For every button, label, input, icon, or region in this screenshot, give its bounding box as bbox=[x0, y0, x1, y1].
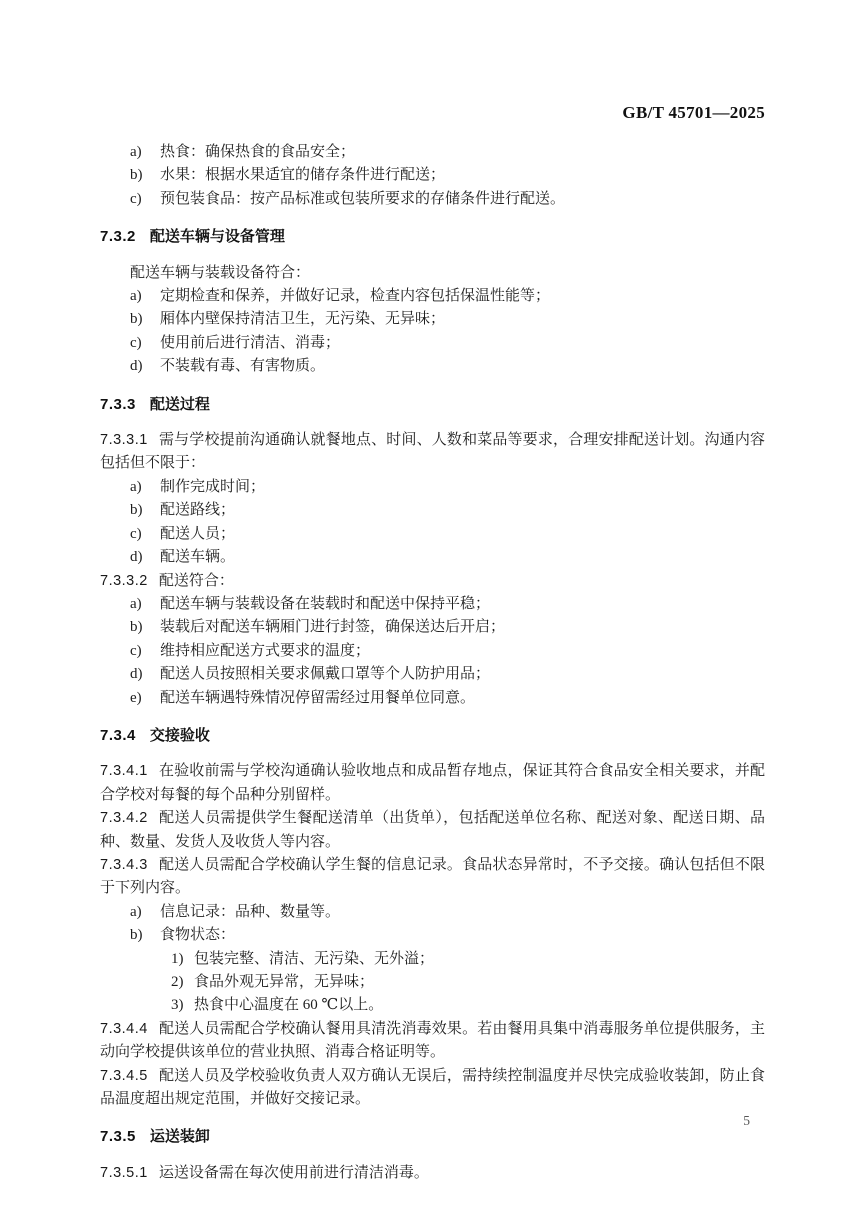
list-item-text: 热食中心温度在 60 ℃以上。 bbox=[194, 997, 384, 1014]
list-item-marker: c) bbox=[130, 525, 142, 542]
list-item-marker: 2) bbox=[171, 974, 184, 990]
list-item-text: 不装载有毒、有害物质。 bbox=[160, 358, 326, 375]
list-item-marker: a) bbox=[130, 903, 142, 920]
section-title: 交接验收 bbox=[149, 726, 210, 744]
list-item-text: 热食：确保热食的食品安全； bbox=[160, 144, 356, 160]
list-item bbox=[100, 523, 765, 546]
list-item bbox=[100, 687, 765, 710]
clause-number: 7.3.4.1 bbox=[100, 763, 148, 780]
list-item-text: 信息记录：品种、数量等。 bbox=[160, 903, 341, 920]
clause-text: 配送人员需配合学校确认学生餐的信息记录。食品状态异常时，不予交接。确认包括但不限于下列内容。 bbox=[100, 856, 765, 897]
clause-number: 7.3.3.2 bbox=[100, 572, 148, 589]
section-number: 7.3.4 bbox=[100, 726, 136, 744]
clause-number: 7.3.4.5 bbox=[100, 1067, 148, 1084]
list-item-text: 食品外观无异常，无异味； bbox=[194, 974, 375, 990]
list-item bbox=[100, 499, 765, 522]
clause-text: 配送人员及学校验收负责人双方确认无误后，需持续控制温度并尽快完成验收装卸，防止食品温度超出规定范围，并做好交接记录。 bbox=[100, 1067, 765, 1108]
list-item-marker: b) bbox=[130, 927, 143, 944]
list-item bbox=[100, 994, 765, 1017]
list-item-marker: d) bbox=[130, 358, 143, 375]
list-item bbox=[100, 355, 765, 378]
document-content bbox=[100, 141, 765, 1185]
clause-number: 7.3.3.1 bbox=[100, 432, 148, 449]
list-item-text: 制作完成时间； bbox=[160, 478, 266, 495]
section-heading bbox=[100, 225, 765, 248]
list-item-text: 水果：根据水果适宜的储存条件进行配送； bbox=[160, 167, 446, 184]
list-item-text: 配送路线； bbox=[160, 502, 236, 519]
clause-text: 配送人员需配合学校确认餐用具清洗消毒效果。若由餐用具集中消毒服务单位提供服务，主动向学校提供该单位的营业执照、消毒合格证明等。 bbox=[100, 1020, 765, 1061]
list bbox=[100, 476, 765, 570]
list-item-text: 包装完整、清洁、无污染、无外溢； bbox=[194, 950, 435, 967]
clause-text: 在验收前需与学校沟通确认验收地点和成品暂存地点，保证其符合食品安全相关要求，并配合学校对每餐的每个品种分别留样。 bbox=[100, 763, 765, 803]
list-item-marker: a) bbox=[130, 288, 142, 305]
page-number: 5 bbox=[743, 1113, 750, 1128]
list-item bbox=[100, 332, 765, 355]
list-item-text: 定期检查和保养，并做好记录，检查内容包括保温性能等； bbox=[160, 288, 551, 305]
paragraph bbox=[100, 262, 765, 285]
clause-paragraph bbox=[100, 854, 765, 901]
clause-number: 7.3.5.1 bbox=[100, 1164, 148, 1181]
paragraph-text: 配送车辆与装载设备符合： bbox=[130, 264, 311, 281]
list-item-marker: c) bbox=[130, 642, 142, 659]
clause-number: 7.3.4.4 bbox=[100, 1020, 148, 1037]
list bbox=[100, 593, 765, 710]
clause-text: 配送人员需提供学生餐配送清单（出货单），包括配送单位名称、配送对象、配送日期、品种、数量、发货人及收货人等内容。 bbox=[100, 810, 765, 850]
list-item-text: 配送车辆遇特殊情况停留需经过用餐单位同意。 bbox=[160, 689, 476, 706]
list-item-marker: a) bbox=[130, 478, 142, 495]
list-item bbox=[100, 164, 765, 187]
list-item-marker: b) bbox=[130, 619, 143, 636]
list-item bbox=[100, 948, 765, 971]
list-item-text: 配送人员按照相关要求佩戴口罩等个人防护用品； bbox=[160, 666, 491, 683]
clause-paragraph bbox=[100, 570, 765, 593]
list-item bbox=[100, 663, 765, 686]
section-title: 配送车辆与设备管理 bbox=[149, 228, 285, 246]
list bbox=[100, 285, 765, 379]
clause-text: 配送符合： bbox=[158, 572, 234, 589]
list-item-text: 配送车辆。 bbox=[160, 549, 236, 566]
list-item bbox=[100, 640, 765, 663]
list-item-text: 维持相应配送方式要求的温度； bbox=[160, 642, 371, 659]
clause-paragraph bbox=[100, 429, 765, 476]
list-item bbox=[100, 924, 765, 947]
list-item-marker: b) bbox=[130, 311, 143, 328]
list-item bbox=[100, 971, 765, 994]
list-item-text: 使用前后进行清洁、消毒； bbox=[160, 334, 341, 351]
clause-paragraph bbox=[100, 807, 765, 854]
list-item bbox=[100, 901, 765, 924]
clause-paragraph bbox=[100, 760, 765, 807]
list-item-marker: e) bbox=[130, 689, 142, 706]
list-item-marker: a) bbox=[130, 595, 142, 612]
list-item bbox=[100, 546, 765, 569]
clause-paragraph bbox=[100, 1162, 765, 1185]
list-item bbox=[100, 476, 765, 499]
list-item-text: 厢体内壁保持清洁卫生，无污染、无异味； bbox=[160, 311, 446, 328]
list-item bbox=[100, 308, 765, 331]
section-title: 配送过程 bbox=[149, 395, 210, 413]
list-item-marker: b) bbox=[130, 167, 143, 184]
list-item-text: 配送人员； bbox=[160, 525, 236, 542]
list-item bbox=[100, 616, 765, 639]
list-item bbox=[100, 188, 765, 211]
list-item-marker: 1) bbox=[171, 950, 184, 967]
section-title: 运送装卸 bbox=[149, 1128, 210, 1146]
list-item-marker: c) bbox=[130, 334, 142, 351]
clause-paragraph bbox=[100, 1065, 765, 1112]
list-item bbox=[100, 141, 765, 164]
list-item-marker: b) bbox=[130, 502, 143, 519]
list-item-text: 预包装食品：按产品标准或包装所要求的存储条件进行配送。 bbox=[160, 190, 566, 207]
clause-text: 需与学校提前沟通确认就餐地点、时间、人数和菜品等要求，合理安排配送计划。沟通内容包括但不限于： bbox=[100, 432, 765, 472]
clause-number: 7.3.4.2 bbox=[100, 810, 148, 827]
list bbox=[100, 901, 765, 948]
document-header bbox=[100, 103, 765, 123]
list-item-text: 食物状态： bbox=[160, 927, 236, 944]
section-heading bbox=[100, 724, 765, 747]
list-item-text: 装载后对配送车辆厢门进行封签，确保送达后开启； bbox=[160, 619, 506, 636]
list-item-marker: d) bbox=[130, 666, 143, 683]
section-heading bbox=[100, 393, 765, 416]
list-item-text: 配送车辆与装载设备在装载时和配送中保持平稳； bbox=[160, 595, 491, 612]
list bbox=[100, 948, 765, 1018]
list-item-marker: a) bbox=[130, 144, 142, 160]
clause-paragraph bbox=[100, 1018, 765, 1065]
list-item-marker: d) bbox=[130, 549, 143, 566]
clause-text: 运送设备需在每次使用前进行清洁消毒。 bbox=[158, 1164, 429, 1181]
section-number: 7.3.2 bbox=[100, 228, 136, 246]
list-item-marker: 3) bbox=[171, 997, 184, 1014]
section-heading bbox=[100, 1125, 765, 1148]
standard-number: GB/T 45701—2025 bbox=[622, 103, 765, 122]
section-number: 7.3.3 bbox=[100, 395, 136, 413]
clause-number: 7.3.4.3 bbox=[100, 856, 148, 873]
list-item bbox=[100, 593, 765, 616]
section-number: 7.3.5 bbox=[100, 1128, 136, 1146]
list bbox=[100, 141, 765, 211]
list-item-marker: c) bbox=[130, 190, 142, 207]
list-item bbox=[100, 285, 765, 308]
